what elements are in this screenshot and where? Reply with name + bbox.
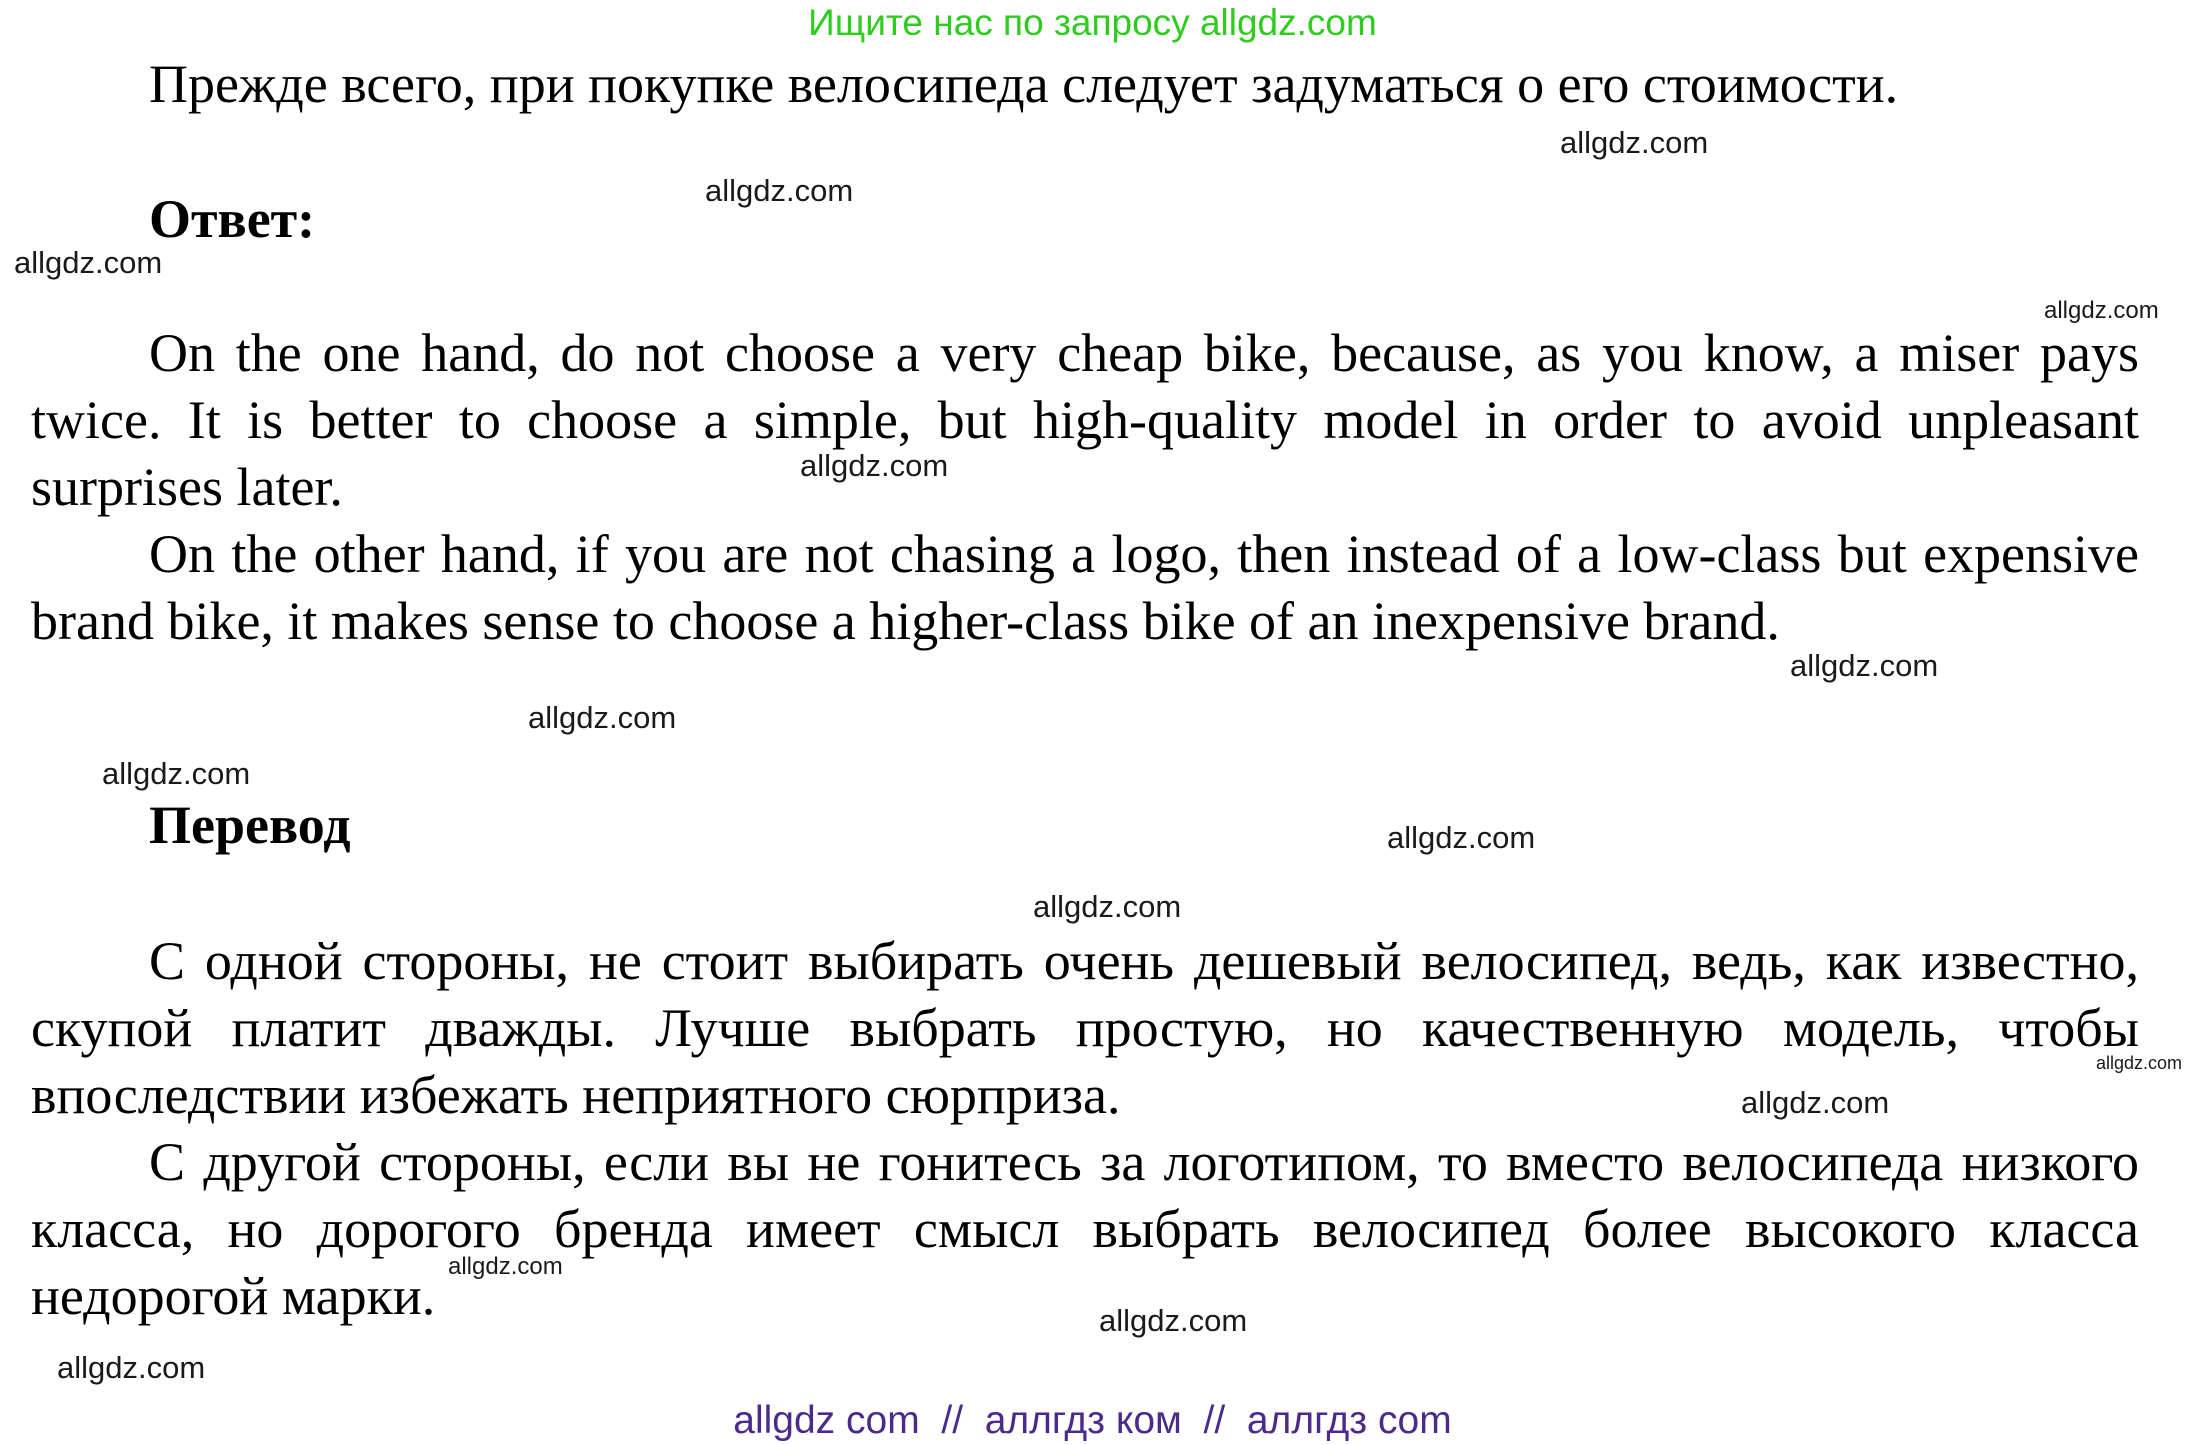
translation-paragraph-2: С другой стороны, если вы не гонитесь за логотипом, то вместо велосипеда низкого класса, но дорогого бренда имеет смысл выбрать велосипед более высокого класса недорогой марки. <box>31 1132 2139 1326</box>
watermark: allgdz.com <box>800 448 949 483</box>
answer-heading-block <box>31 186 2139 253</box>
translation-section <box>31 928 2139 1330</box>
task-block <box>31 51 2139 118</box>
answer-paragraph-2: On the other hand, if you are not chasing a logo, then instead of a low-class but expensive brand bike, it makes sense to choose a higher-class bike of an inexpensive brand. <box>31 524 2139 651</box>
answer-section <box>31 320 2139 655</box>
translation-heading-block <box>31 792 2139 859</box>
answer-paragraph-1: On the one hand, do not choose a very cheap bike, because, as you know, a miser pays twice. It is better to choose a simple, but high-quality model in order to avoid unpleasant surprises later. <box>31 323 2139 517</box>
watermark: allgdz.com <box>1099 1303 1248 1338</box>
promo-banner[interactable]: Ищите нас по запросу allgdz.com <box>808 2 1377 43</box>
translation-paragraph-1: С одной стороны, не стоит выбирать очень дешевый велосипед, ведь, как известно, скупой платит дважды. Лучше выбрать простую, но качественную модель, чтобы впоследствии избежать неприятного сюрприза. <box>31 931 2139 1125</box>
watermark: allgdz.com <box>1033 889 1182 924</box>
watermark: allgdz.com <box>2096 1053 2183 1073</box>
watermark: allgdz.com <box>102 756 251 791</box>
watermark: allgdz.com <box>1560 125 1709 160</box>
watermark: allgdz.com <box>14 245 163 280</box>
watermark: allgdz.com <box>1741 1085 1890 1120</box>
watermark: allgdz.com <box>705 173 854 208</box>
watermark: allgdz.com <box>2044 297 2159 324</box>
footer-links[interactable]: allgdz com // аллгдз ком // аллгдз com <box>733 1399 1452 1442</box>
task-sentence: Прежде всего, при покупке велосипеда следует задуматься о его стоимости. <box>149 54 1899 114</box>
watermark: allgdz.com <box>57 1350 206 1385</box>
answer-heading: Ответ: <box>149 189 316 249</box>
watermark: allgdz.com <box>1387 820 1536 855</box>
watermark: allgdz.com <box>528 700 677 735</box>
watermark: allgdz.com <box>448 1253 563 1280</box>
translation-heading: Перевод <box>149 795 351 855</box>
watermark: allgdz.com <box>1790 648 1939 683</box>
